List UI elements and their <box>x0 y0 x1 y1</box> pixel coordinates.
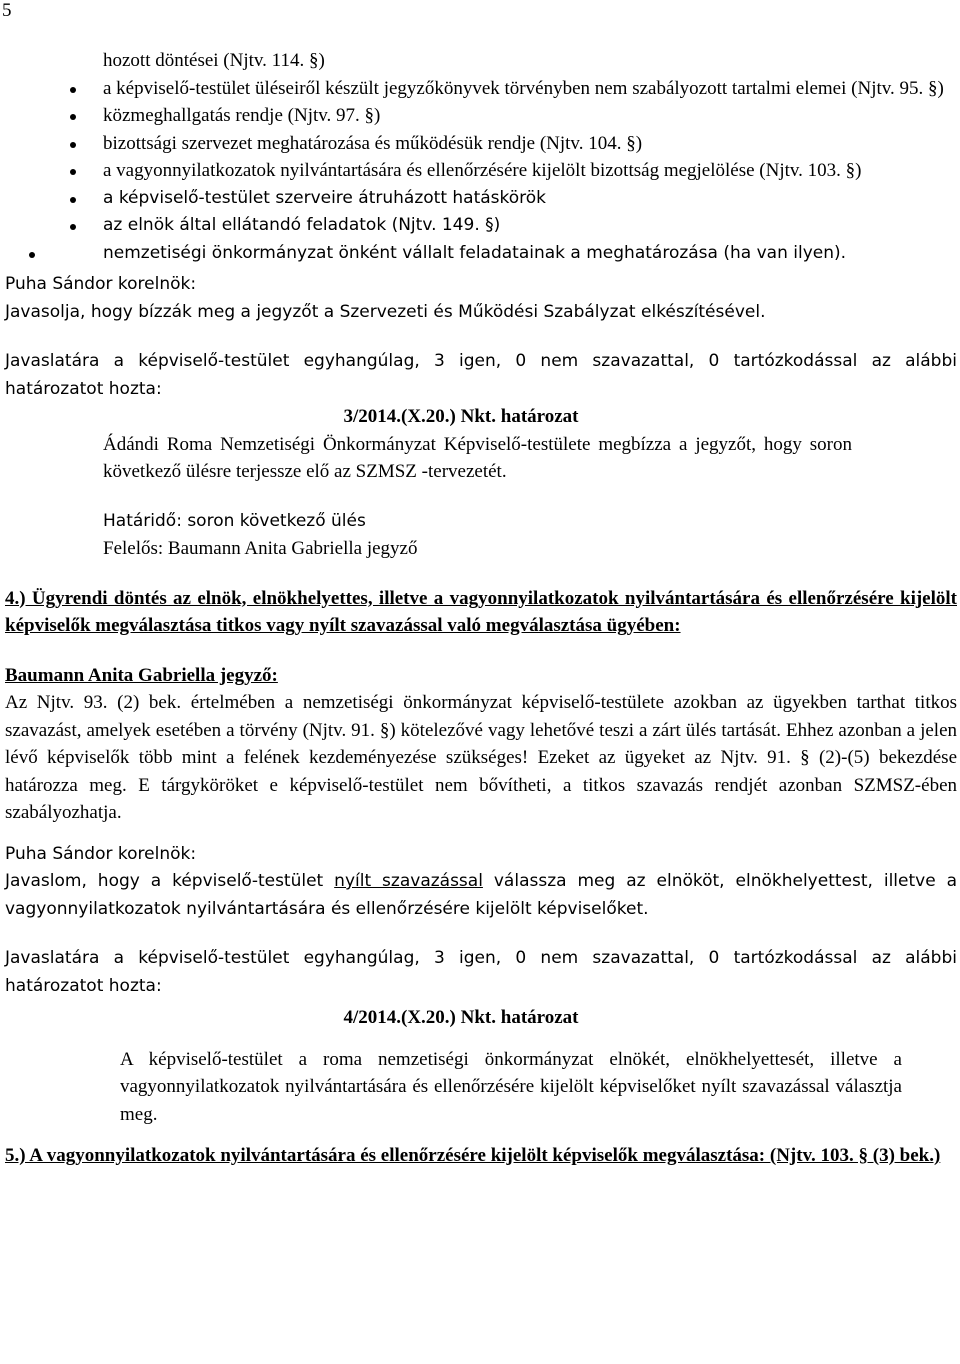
speech-text-part: Javaslom, hogy a képviselő-testület <box>5 871 335 891</box>
section-heading: 4.) Ügyrendi döntés az elnök, elnökhelyettes, illetve a vagyonnyilatkozatok nyilvántartására és ellenőrzésére kijelölt képviselők megválasztása titkos vagy nyílt szavazással való megválasztása ügyében: <box>5 587 957 636</box>
speaker-heading: Baumann Anita Gabriella jegyző: <box>5 664 278 686</box>
list-item: a vagyonnyilatkozatok nyilvántartására és ellenőrzésére kijelölt bizottság megjelölése (Njtv. 103. §) <box>5 157 957 185</box>
speech-text: Javasolja, hogy bízzák meg a jegyzőt a Szervezeti és Működési Szabályzat elkészítésével. <box>5 301 766 322</box>
list-item: hozott döntései (Njtv. 114. §) <box>103 50 325 71</box>
decision-body: A képviselő-testület a roma nemzetiségi önkormányzat elnökét, elnökhelyettesét, illetve a vagyonnyilatkozatok nyilvántartására és ellenőrzésére kijelölt képviselőket nyílt szavazással választja meg. <box>120 1048 902 1125</box>
list-item: nemzetiségi önkormányzat önként vállalt feladatainak a meghatározása (ha van ilyen). <box>5 240 957 268</box>
speech-text-emphasis: nyílt szavazással <box>334 871 483 891</box>
vote-text: Javaslatára a képviselő-testület egyhangúlag, 3 igen, 0 nem szavazattal, 0 tartózkodással az alábbi <box>5 948 957 968</box>
vote-text: határozatot hozta: <box>5 975 162 996</box>
list-item: az elnök által ellátandó feladatok (Njtv. 149. §) <box>5 212 957 240</box>
speaker-heading: Puha Sándor korelnök: <box>5 843 197 864</box>
speaker-heading: Puha Sándor korelnök: <box>5 274 197 294</box>
list-item: bizottsági szervezet meghatározása és működésük rendje (Njtv. 104. §) <box>5 130 957 158</box>
list-item: a képviselő-testület üléseiről készült jegyzőkönyvek törvényben nem szabályozott tartalmi elemei (Njtv. 95. §) <box>5 75 957 103</box>
responsible-text: Felelős: Baumann Anita Gabriella jegyző <box>103 538 418 559</box>
speech-text-part: válassza meg az elnököt, elnökhelyettest, illetve a vagyonnyilatkozatok nyilvántartására és ellenőrzésére kijelölt képviselőket. <box>5 871 958 919</box>
decision-body: Ádándi Roma Nemzetiségi Önkormányzat Képviselő-testülete megbízza a jegyzőt, hogy soron következő ülésre terjessze elő az SZMSZ -tervezetét. <box>103 433 852 482</box>
list-item: a képviselő-testület szerveire átruházott hatáskörök <box>5 185 957 213</box>
vote-text: határozatot hozta: <box>5 378 162 399</box>
document-body <box>5 47 957 1170</box>
sz-msz-content-list <box>5 47 957 267</box>
decision-title: 3/2014.(X.20.) Nkt. határozat <box>343 406 579 427</box>
page-number: 5 <box>2 0 12 21</box>
section-heading: 5.) A vagyonnyilatkozatok nyilvántartására és ellenőrzésére kijelölt képviselők megválasztása: (Njtv. 103. § (3) bek.) <box>5 1145 941 1166</box>
deadline-text: Határidő: soron következő ülés <box>103 510 366 531</box>
vote-text: Javaslatára a képviselő-testület egyhangúlag, 3 igen, 0 nem szavazattal, 0 tartózkodással az alábbi <box>5 351 957 371</box>
list-item: közmeghallgatás rendje (Njtv. 97. §) <box>5 102 957 130</box>
speech-text: Az Njtv. 93. (2) bek. értelmében a nemzetiségi önkormányzat képviselő-testülete azokban az ügyekben tarthat titkos szavazást, amelyek esetében a törvény (Njtv. 91. §) kötelezővé vagy lehetővé teszi a zárt ülés tartását. Ehhez azonban a jelen lévő képviselők több mint a felének kezdeményezése szükséges! Ezeket az ügyeket az Njtv. 91. § (2)-(5) bekezdése határozza meg. E tárgyköröket e képviselő-testület nem bővítheti, a titkos szavazás rendjét azonban SZMSZ-ében szabályozhatja. <box>5 692 957 823</box>
speech-text <box>5 868 957 923</box>
decision-title: 4/2014.(X.20.) Nkt. határozat <box>343 1007 579 1028</box>
